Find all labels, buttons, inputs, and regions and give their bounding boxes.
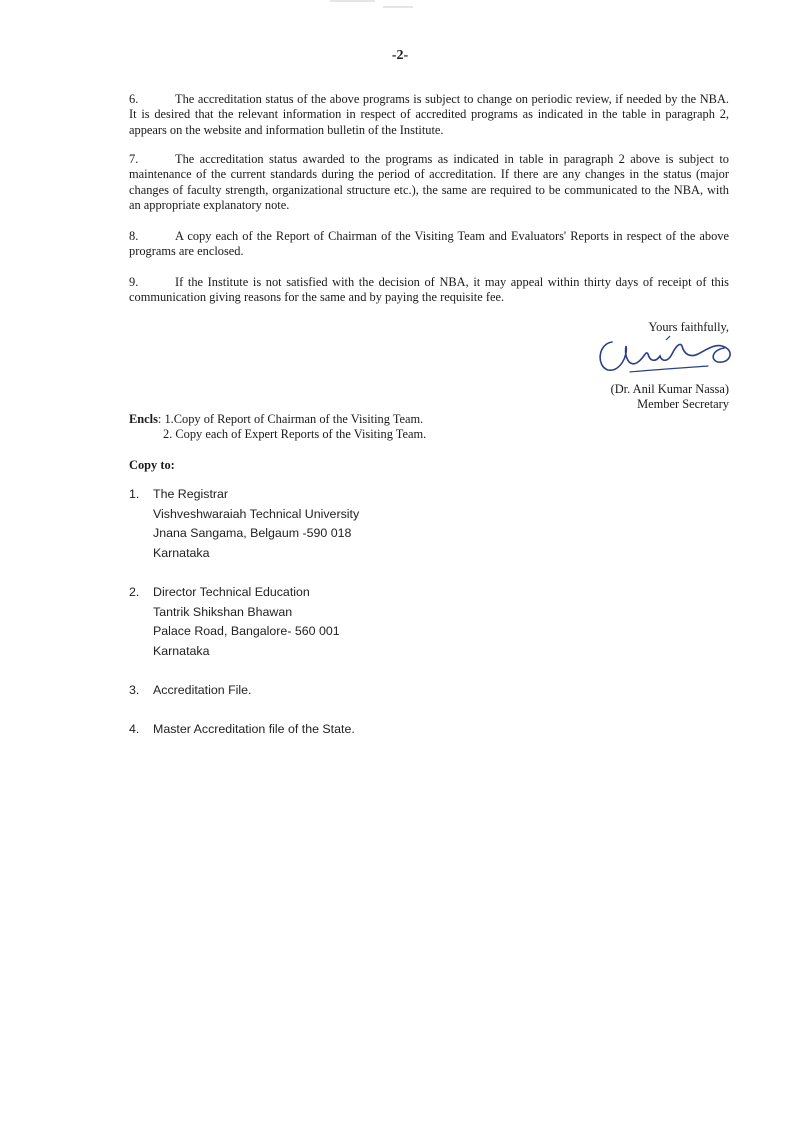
paragraph-8 — [129, 229, 729, 260]
recipient-3 — [129, 681, 251, 701]
enclosure-item: 2. Copy each of Expert Reports of the Visiting Team. — [163, 427, 427, 442]
recipient-line: Karnataka — [153, 643, 210, 658]
paragraph-text: If the Institute is not satisfied with the decision of NBA, it may appeal within thirty days of receipt of this communication giving reasons for the same and by paying the requisite fee. — [129, 275, 729, 305]
salutation: Yours faithfully, — [648, 320, 729, 334]
enclosures-label: Encls — [129, 412, 158, 426]
paragraph-number: 8. — [129, 229, 139, 243]
recipient-2 — [129, 583, 340, 661]
paragraph-6 — [129, 92, 729, 138]
recipient-number: 2. — [129, 585, 140, 599]
recipient-line: The Registrar — [153, 487, 229, 501]
paragraph-9 — [129, 275, 729, 306]
scan-artifact — [330, 0, 375, 2]
recipient-4 — [129, 720, 355, 740]
signature-image — [590, 332, 750, 378]
recipient-line: Tantrik Shikshan Bhawan — [153, 604, 293, 619]
signatory-designation: Member Secretary — [637, 397, 729, 412]
recipient-line: Vishveshwaraiah Technical University — [153, 506, 360, 521]
paragraph-text: A copy each of the Report of Chairman of the Visiting Team and Evaluators' Reports in respect of the above programs are enclosed. — [129, 229, 729, 259]
enclosure-item: 1.Copy of Report of Chairman of the Visiting Team. — [164, 412, 424, 426]
recipient-line: Jnana Sangama, Belgaum -590 018 — [153, 526, 352, 540]
paragraph-7 — [129, 152, 729, 214]
recipient-line: Master Accreditation file of the State. — [153, 722, 355, 736]
copy-to-heading: Copy to: — [129, 458, 175, 472]
recipient-number: 4. — [129, 722, 140, 736]
paragraph-number: 7. — [129, 152, 139, 166]
recipient-number: 3. — [129, 683, 140, 697]
recipient-line: Palace Road, Bangalore- 560 001 — [153, 624, 340, 638]
recipient-line: Karnataka — [153, 545, 210, 560]
recipient-line: Accreditation File. — [153, 683, 252, 697]
paragraph-number: 6. — [129, 92, 139, 106]
recipient-number: 1. — [129, 487, 140, 501]
scan-artifact — [383, 6, 413, 8]
paragraph-text: The accreditation status of the above programs is subject to change on periodic review, if needed by the NBA. It is desired that the relevant information in respect of accredited programs as indicated in the table in paragraph 2, appears on the website and information bulletin of the Institute. — [129, 92, 729, 137]
paragraph-number: 9. — [129, 275, 139, 289]
signatory-name: (Dr. Anil Kumar Nassa) — [610, 382, 729, 396]
enclosures: Encls: 1.Copy of Report of Chairman of the Visiting Team. 2. Copy each of Expert Reports of the Visiting Team. — [129, 412, 427, 442]
recipient-1 — [129, 485, 359, 563]
signatory-block — [611, 382, 729, 413]
paragraph-text: The accreditation status awarded to the programs as indicated in table in paragraph 2 above is subject to maintenance of the current standards during the period of accreditation. If there are any changes in the status (major changes of faculty strength, organizational structure etc.), the same are required to be communicated to the NBA, with an appropriate explanatory note. — [129, 152, 729, 213]
recipient-line: Director Technical Education — [153, 585, 310, 599]
page-number: -2- — [391, 48, 409, 63]
